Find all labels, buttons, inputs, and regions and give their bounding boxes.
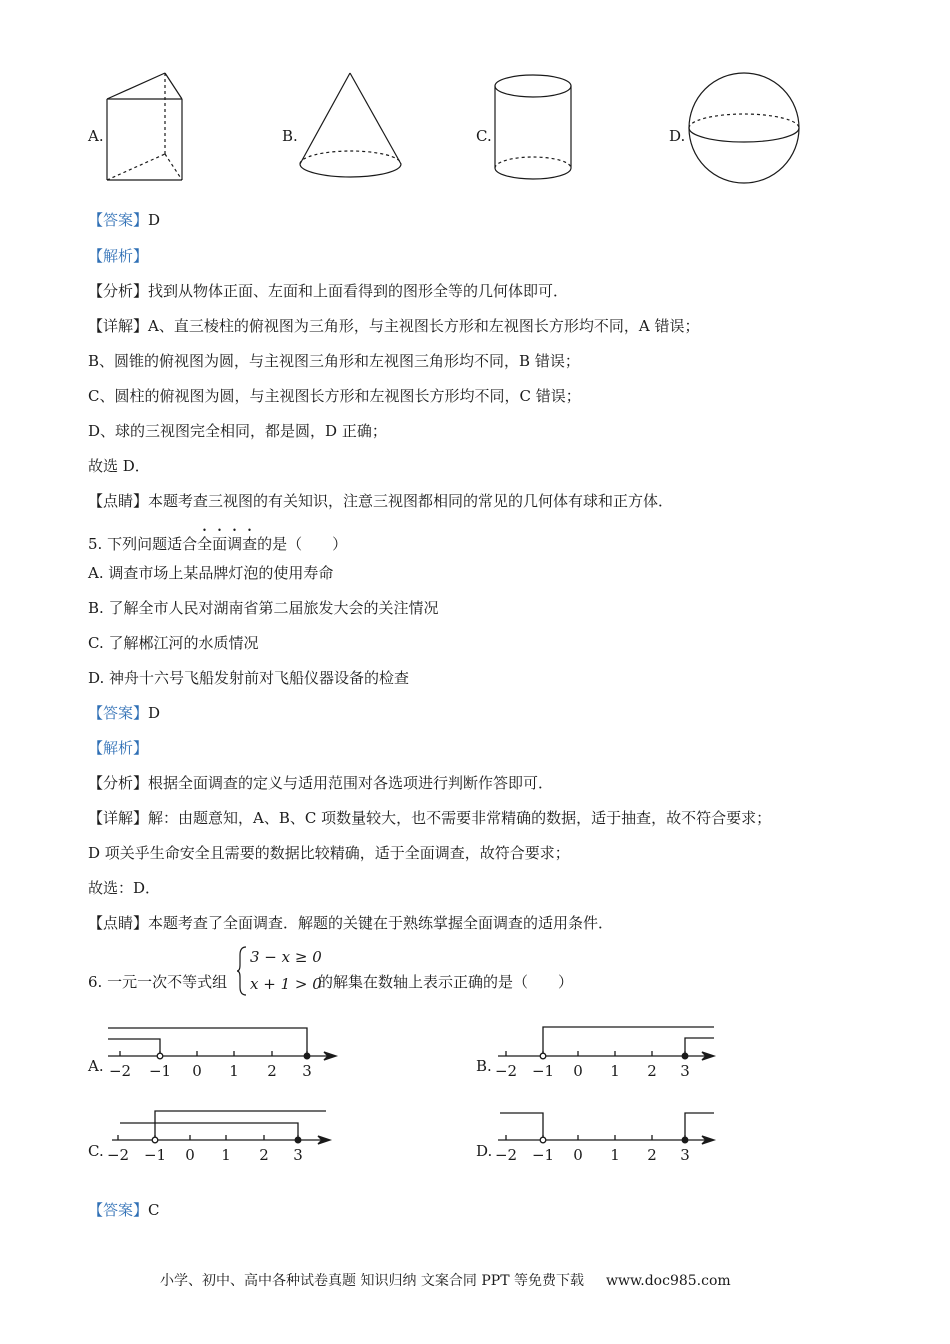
tick-label: 3 xyxy=(302,1062,312,1080)
tick-label: 0 xyxy=(192,1062,202,1080)
q5-emphasis: 全面调查 xyxy=(197,535,258,553)
sphere-figure xyxy=(684,68,804,186)
tick-label: 3 xyxy=(680,1146,690,1164)
tick-label: 1 xyxy=(610,1146,620,1164)
q5-line2: D 项关乎生命安全且需要的数据比较精确，适于全面调查，故符合要求； xyxy=(88,844,570,862)
q6-stem-suffix: 的解集在数轴上表示正确的是（ ） xyxy=(318,973,574,991)
tick-label: −2 xyxy=(494,1146,518,1164)
tick-label: 3 xyxy=(293,1146,303,1164)
tick-label: 0 xyxy=(185,1146,195,1164)
q5-option-d: D. 神舟十六号飞船发射前对飞船仪器设备的检查 xyxy=(88,669,410,687)
tick-label: 3 xyxy=(680,1062,690,1080)
tick-label: −2 xyxy=(494,1062,518,1080)
q6-stem-prefix: 6. 一元一次不等式组 xyxy=(88,973,228,991)
tick-label: 1 xyxy=(610,1062,620,1080)
tick-label: 1 xyxy=(229,1062,239,1080)
tick-label: 2 xyxy=(259,1146,269,1164)
q6-option-a-label: A. xyxy=(88,1057,104,1075)
q4-line-c: C、圆柱的俯视图为圆，与主视图长方形和左视图长方形均不同，C 错误； xyxy=(88,387,581,405)
tick-label: −1 xyxy=(531,1146,555,1164)
tick-label: −1 xyxy=(531,1062,555,1080)
q5-option-a: A. 调查市场上某品牌灯泡的使用寿命 xyxy=(88,564,334,582)
tick-label: 2 xyxy=(647,1062,657,1080)
tick-label: 2 xyxy=(267,1062,277,1080)
tick-label: 0 xyxy=(573,1146,583,1164)
tick-label: −1 xyxy=(143,1146,167,1164)
q5-option-b: B. 了解全市人民对湖南省第二届旅发大会的关注情况 xyxy=(88,599,439,617)
q4-conclusion: 故选 D． xyxy=(88,457,150,475)
cylinder-figure xyxy=(488,68,578,186)
q6-inequality-2: x + 1 > 0 xyxy=(250,975,322,993)
q5-jiexi-heading: 【解析】 xyxy=(88,739,149,757)
tick-label: 2 xyxy=(647,1146,657,1164)
number-line-b xyxy=(486,1020,731,1085)
number-line-a xyxy=(100,1020,345,1085)
q4-line-b: B、圆锥的俯视图为圆，与主视图三角形和左视图三角形均不同，B 错误； xyxy=(88,352,580,370)
q6-option-d-label: D. xyxy=(476,1142,493,1160)
q5-stem: 5. 下列问题适合全面调查的是（ ） xyxy=(88,535,348,553)
q4-line-d: D、球的三视图完全相同，都是圆，D 正确； xyxy=(88,422,387,440)
option-c-label: C. xyxy=(476,127,492,145)
number-line-d xyxy=(486,1104,731,1169)
page-footer xyxy=(160,1270,731,1290)
q4-xiangjie: 【详解】A、直三棱柱的俯视图为三角形，与主视图长方形和左视图长方形均不同，A 错误； xyxy=(88,317,700,335)
q5-dianjing: 【点睛】本题考查了全面调查．解题的关键在于熟练掌握全面调查的适用条件． xyxy=(88,914,614,932)
option-b-label: B. xyxy=(282,127,298,145)
cone-figure xyxy=(295,68,410,186)
q4-jiexi-heading: 【解析】 xyxy=(88,247,149,265)
footer-text: 小学、初中、高中各种试卷真题 知识归纳 文案合同 PPT 等免费下载 xyxy=(160,1273,584,1289)
q5-conclusion: 故选：D． xyxy=(88,879,161,897)
q5-fenxi: 【分析】根据全面调查的定义与适用范围对各选项进行判断作答即可． xyxy=(88,774,554,792)
option-d-label: D. xyxy=(669,127,686,145)
q6-inequality-1: 3 − x ≥ 0 xyxy=(250,948,322,966)
q4-dianjing: 【点睛】本题考查三视图的有关知识，注意三视图都相同的常见的几何体有球和正方体． xyxy=(88,492,674,510)
q5-answer: 【答案】D xyxy=(88,704,161,722)
tick-label: −2 xyxy=(108,1062,132,1080)
tick-label: 1 xyxy=(221,1146,231,1164)
q6-option-b-label: B. xyxy=(476,1057,492,1075)
system-brace xyxy=(236,945,248,997)
option-a-label: A. xyxy=(88,127,104,145)
tick-label: −1 xyxy=(148,1062,172,1080)
footer-site-link[interactable]: www.doc985.com xyxy=(605,1273,731,1289)
number-line-c xyxy=(100,1104,345,1169)
tick-label: 0 xyxy=(573,1062,583,1080)
q6-answer: 【答案】C xyxy=(88,1201,160,1219)
q5-xiangjie: 【详解】解：由题意知，A、B、C 项数量较大，也不需要非常精确的数据，适于抽查，故不符合要求； xyxy=(88,809,772,827)
q6-option-c-label: C. xyxy=(88,1142,104,1160)
tick-label: −2 xyxy=(106,1146,130,1164)
q4-fenxi: 【分析】找到从物体正面、左面和上面看得到的图形全等的几何体即可． xyxy=(88,282,569,300)
triangular-prism-figure xyxy=(100,68,190,186)
q4-answer: 【答案】D xyxy=(88,211,161,229)
q5-option-c: C. 了解郴江河的水质情况 xyxy=(88,634,259,652)
